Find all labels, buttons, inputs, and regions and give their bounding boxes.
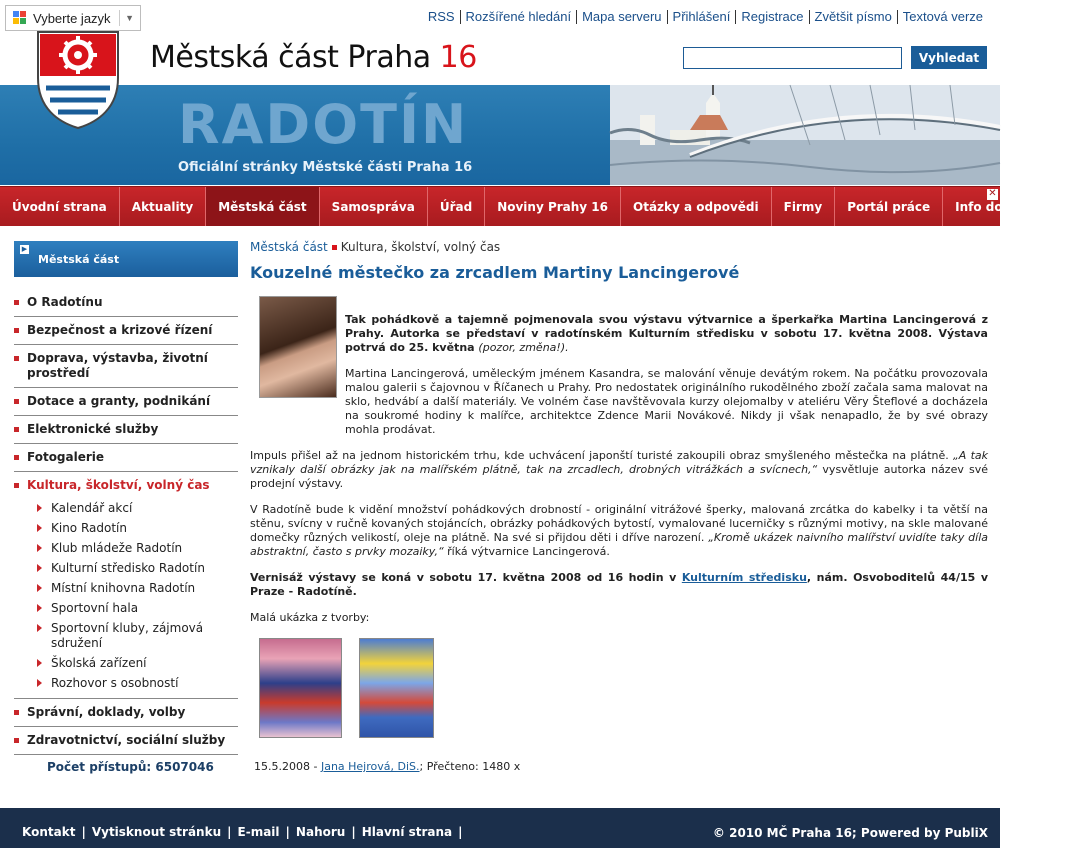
banner-heading: RADOTÍN [178,93,469,156]
gallery [259,638,988,738]
visit-counter-label: Počet přístupů: [47,760,152,774]
footer-link-contact[interactable]: Kontakt [22,825,76,839]
article-intro-note: (pozor, změna!). [478,341,569,354]
sidebar-item-grants[interactable]: Dotace a granty, podnikání [14,388,238,416]
nav-news[interactable]: Aktuality [120,187,206,226]
footer [0,808,1000,848]
paragraph-3-quote: „Kromě ukázek naivního malířství uvidíte taky díla abstraktní, často s prvky mozaiky,“ [250,531,988,558]
paragraph-4-text: Vernisáž výstavy se koná v sobotu 17. května 2008 od 16 hodin v [250,571,677,584]
sidebar-header[interactable] [14,241,238,277]
article [250,240,988,738]
visit-counter [47,760,214,774]
header-banner [0,85,1000,185]
toplink-rss[interactable]: RSS [427,9,455,24]
search-button[interactable]: Vyhledat [911,46,987,69]
subitem-library[interactable]: Místní knihovna Radotín [14,579,238,599]
subitem-youth-club[interactable]: Klub mládeže Radotín [14,539,238,559]
subitem-sports-clubs[interactable]: Sportovní kluby, zájmová sdružení [14,619,238,654]
breadcrumb-separator [332,245,337,250]
language-selector-label: Vyberte jazyk [33,10,111,26]
arrow-right-icon: ▶ [21,245,28,253]
language-selector[interactable] [5,5,141,31]
search-input[interactable] [683,47,902,69]
article-paragraph-1: Martina Lancingerová, uměleckým jménem Kasandra, se malování věnuje devátým rokem. Na počátku provozovala malou galerii s čajovnou v Říčanech u Prahy. Pro nedostatek originálního rukodělného zboží začala sama malovat na sklo, hedvábí a další materiály. Ve volném čase navštěvovala kurzy olejomalby v ateliéru Věry Šteflové a docházela na soukromé hodiny k malířce, architektce Zdence Marii Novákové. Nikdy ji však nenapadlo, že by své obrazy mohla prodávat. [345,367,988,436]
paragraph-2-text: Impuls přišel až na jednom historickém trhu, kde uchvácení japonští turisté zakoupili obraz smyšleného městečka na plátně. [250,449,949,462]
paragraph-3-text-end: říká výtvarnice Lancingerová. [447,545,610,558]
banner-photo [610,85,1000,185]
copyright [713,826,988,840]
nav-questions-answers[interactable]: Otázky a odpovědi [621,187,772,226]
article-title: Kouzelné městečko za zrcadlem Martiny Lancingerové [250,263,740,282]
paragraph-2-quote: „A tak vznikaly další obrázky jak na malířském plátně, tak na zrcadlech, drobných vitrážkách a svícnech,“ [250,449,988,476]
footer-link-print[interactable]: Vytisknout stránku [91,825,222,839]
google-translate-icon [13,11,27,25]
article-paragraph-3 [250,503,988,559]
sidebar-menu [14,289,238,755]
article-meta [254,760,520,773]
gallery-label: Malá ukázka z tvorby: [250,611,370,624]
subitem-calendar[interactable]: Kalendář akcí [14,499,238,519]
nav-home[interactable]: Úvodní strana [0,187,120,226]
toplink-sitemap[interactable]: Mapa serveru [576,10,666,24]
sidebar-item-security[interactable]: Bezpečnost a krizové řízení [14,317,238,345]
paragraph-3-text: V Radotíně bude k vidění množství pohádkových drobností - originální vitrážové šperky, malovaná zrcátka do kabelky i ta větší na stěnu, svícny v ručně kovaných stojáncích, obrázky pohádkových bytostí, vymalované lucerničky s různými motivy, na skle malované domečky různých velikostí, oleje na plátně. Na své si přijdou děti i dříve narození. [250,503,988,544]
breadcrumb-link[interactable]: Městská část [250,240,328,254]
main-navigation [0,186,1058,226]
sidebar-header-label: Městská část [38,253,120,266]
toplink-text-version[interactable]: Textová verze [897,10,988,24]
nav-jobs-portal[interactable]: Portál práce [835,187,943,226]
footer-link-email[interactable]: E-mail [237,825,280,839]
banner-tagline: Oficiální stránky Městské části Praha 16 [178,160,473,175]
nav-newspaper[interactable]: Noviny Prahy 16 [485,187,621,226]
paragraph-4-text-end: , nám. Osvoboditelů 44/15 v Praze - Radotíně. [250,571,989,598]
copyright-text: © 2010 MČ Praha 16; Powered by [712,826,941,840]
sidebar-submenu [14,499,238,699]
sidebar-item-transport[interactable]: Doprava, výstavba, životní prostředí [14,345,238,388]
nav-city-district[interactable]: Městská část [206,187,319,226]
toplink-larger-font[interactable]: Zvětšit písmo [809,10,897,24]
brand-name[interactable]: PubliX [944,826,988,840]
footer-links: Kontakt | Vytisknout stránku | E-mail | Nahoru | Hlavní strana | [22,825,463,839]
article-paragraph-4 [250,571,988,599]
chevron-down-icon: ▼ [125,13,134,23]
gallery-thumbnail[interactable] [259,638,342,738]
sidebar-item-e-services[interactable]: Elektronické služby [14,416,238,444]
site-title [150,40,477,75]
gallery-thumbnail[interactable] [359,638,434,738]
close-icon[interactable]: ✕ [988,188,997,199]
nav-self-government[interactable]: Samospráva [320,187,428,226]
toplink-register[interactable]: Registrace [735,10,808,24]
nav-companies[interactable]: Firmy [772,187,836,226]
nav-email-info[interactable]: Info do e-mailu [955,200,1058,214]
site-title-number: 16 [439,40,477,75]
sidebar [14,241,238,755]
cultural-centre-link[interactable]: Kulturním středisku [681,571,807,584]
author-portrait [259,296,337,398]
coat-of-arms-logo[interactable] [36,30,120,130]
footer-link-top[interactable]: Nahoru [295,825,346,839]
breadcrumb [250,240,988,254]
toplink-advanced-search[interactable]: Rozšířené hledání [460,10,577,24]
article-intro-text: Tak pohádkově a tajemně pojmenovala svou výstavu výtvarnice a šperkařka Martina Lancingerová z Prahy. Autorka se představí v radotínském Kulturním středisku v sobotu 17. května 2008. Výstava potrvá do 25. května [345,313,988,354]
sidebar-item-administration[interactable]: Správní, doklady, volby [14,699,238,727]
top-links [423,10,988,24]
subitem-cinema[interactable]: Kino Radotín [14,519,238,539]
subitem-sports-hall[interactable]: Sportovní hala [14,599,238,619]
nav-office[interactable]: Úřad [428,187,485,226]
breadcrumb-current: Kultura, školství, volný čas [340,240,501,254]
subitem-cultural-centre[interactable]: Kulturní středisko Radotín [14,559,238,579]
paragraph-2-text-end: vysvětluje autorka název své prodejní výstavy. [250,463,989,490]
sidebar-item-culture[interactable]: Kultura, školství, volný čas [14,472,238,499]
site-title-text: Městská část Praha [150,40,431,75]
sidebar-item-health[interactable]: Zdravotnictví, sociální služby [14,727,238,755]
subitem-schools[interactable]: Školská zařízení [14,654,238,674]
article-paragraph-2 [250,449,988,491]
article-date: 15.5.2008 - [254,760,318,773]
author-link[interactable]: Jana Hejrová, DiS. [320,760,420,773]
visit-counter-value: 6507046 [155,760,214,774]
article-intro [345,313,988,355]
toplink-login[interactable]: Přihlášení [667,10,736,24]
article-reads: ; Přečteno: 1480 x [419,760,521,773]
sidebar-item-photo-gallery[interactable]: Fotogalerie [14,444,238,472]
footer-link-home[interactable]: Hlavní strana [361,825,453,839]
subitem-interview[interactable]: Rozhovor s osobností [14,674,238,694]
sidebar-item-o-radotinu[interactable]: O Radotínu [14,289,238,317]
